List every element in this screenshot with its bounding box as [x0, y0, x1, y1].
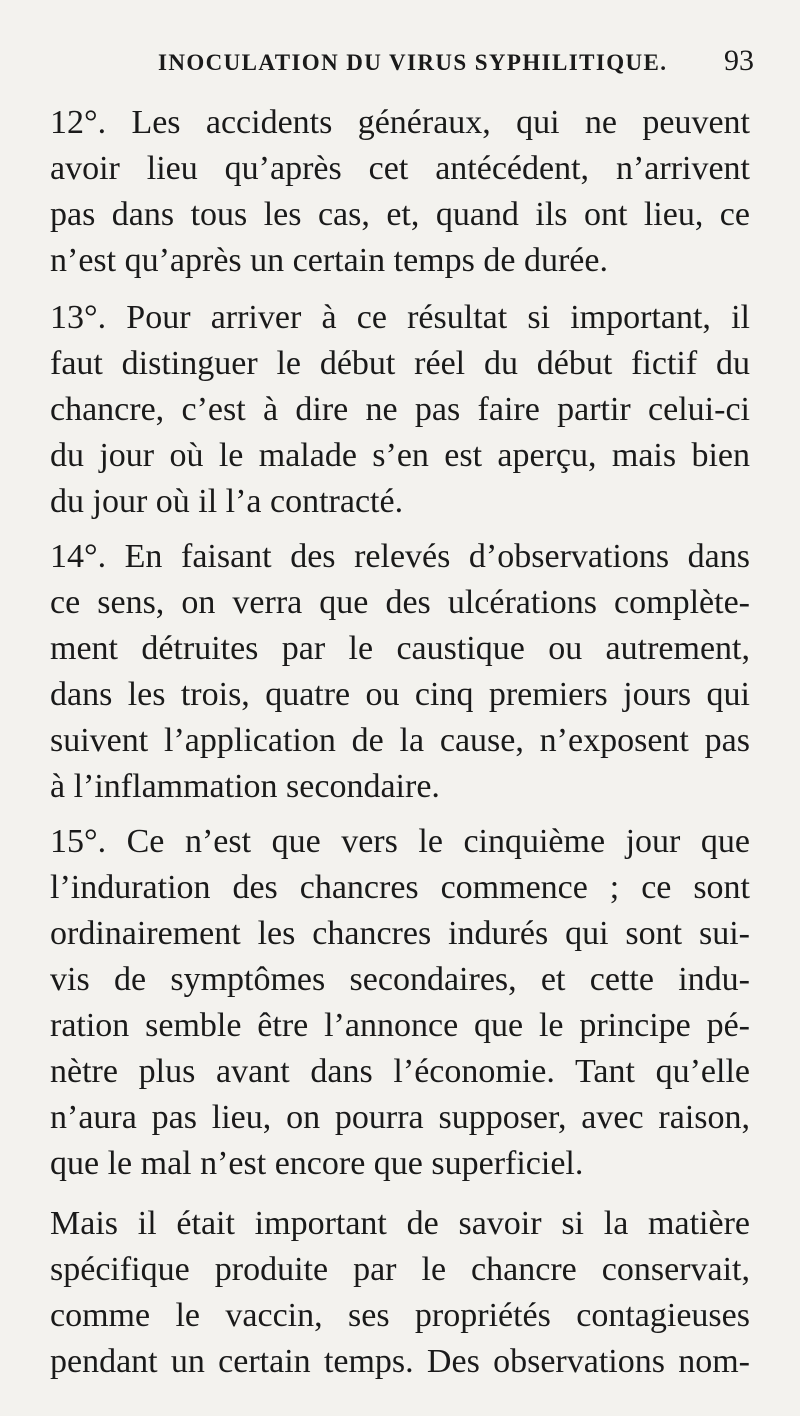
text-line: ce sens, on verra que des ulcérations complète- [50, 584, 750, 621]
text-line: n’est qu’après un certain temps de durée. [50, 242, 608, 279]
text-line: suivent l’application de la cause, n’exposent pas [50, 722, 750, 759]
text-line: à l’inflammation secondaire. [50, 768, 440, 805]
text-line: spécifique produite par le chancre conservait, [50, 1251, 750, 1288]
running-title: INOCULATION DU VIRUS SYPHILITIQUE. [158, 50, 668, 75]
text-line: ment détruites par le caustique ou autrement, [50, 630, 750, 667]
text-line: 15°. Ce n’est que vers le cinquième jour que [50, 823, 750, 860]
text-line: du jour où il l’a contracté. [50, 483, 404, 520]
text-line: dans les trois, quatre ou cinq premiers jours qui [50, 676, 750, 713]
text-line: avoir lieu qu’après cet antécédent, n’arrivent [50, 150, 750, 187]
paragraph-12 [50, 100, 750, 284]
paragraph-final [50, 1201, 750, 1385]
text-line: 13°. Pour arriver à ce résultat si important, il [50, 299, 750, 336]
text-line: nètre plus avant dans l’économie. Tant qu’elle [50, 1053, 750, 1090]
paragraph-13 [50, 295, 750, 525]
text-line: Mais il était important de savoir si la matière [50, 1205, 750, 1242]
text-line: ration semble être l’annonce que le principe pé- [50, 1007, 750, 1044]
text-line: n’aura pas lieu, on pourra supposer, avec raison, [50, 1099, 750, 1136]
page-header [158, 44, 754, 84]
text-line: ordinairement les chancres indurés qui sont sui- [50, 915, 750, 952]
text-line: que le mal n’est encore que superficiel. [50, 1145, 584, 1182]
text-line: 12°. Les accidents généraux, qui ne peuvent [50, 104, 750, 141]
body-text [50, 100, 750, 1385]
text-line: comme le vaccin, ses propriétés contagieuses [50, 1297, 750, 1334]
text-line: pas dans tous les cas, et, quand ils ont lieu, ce [50, 196, 750, 233]
text-line: pendant un certain temps. Des observations nom- [50, 1343, 750, 1380]
paragraph-14 [50, 534, 750, 810]
text-line: 14°. En faisant des relevés d’observations dans [50, 538, 750, 575]
text-line: l’induration des chancres commence ; ce sont [50, 869, 750, 906]
text-line: vis de symptômes secondaires, et cette indu- [50, 961, 750, 998]
page-number: 93 [724, 44, 754, 77]
text-line: chancre, c’est à dire ne pas faire partir celui-ci [50, 391, 750, 428]
text-line: du jour où le malade s’en est aperçu, mais bien [50, 437, 750, 474]
text-line: faut distinguer le début réel du début fictif du [50, 345, 750, 382]
paragraph-15 [50, 819, 750, 1187]
